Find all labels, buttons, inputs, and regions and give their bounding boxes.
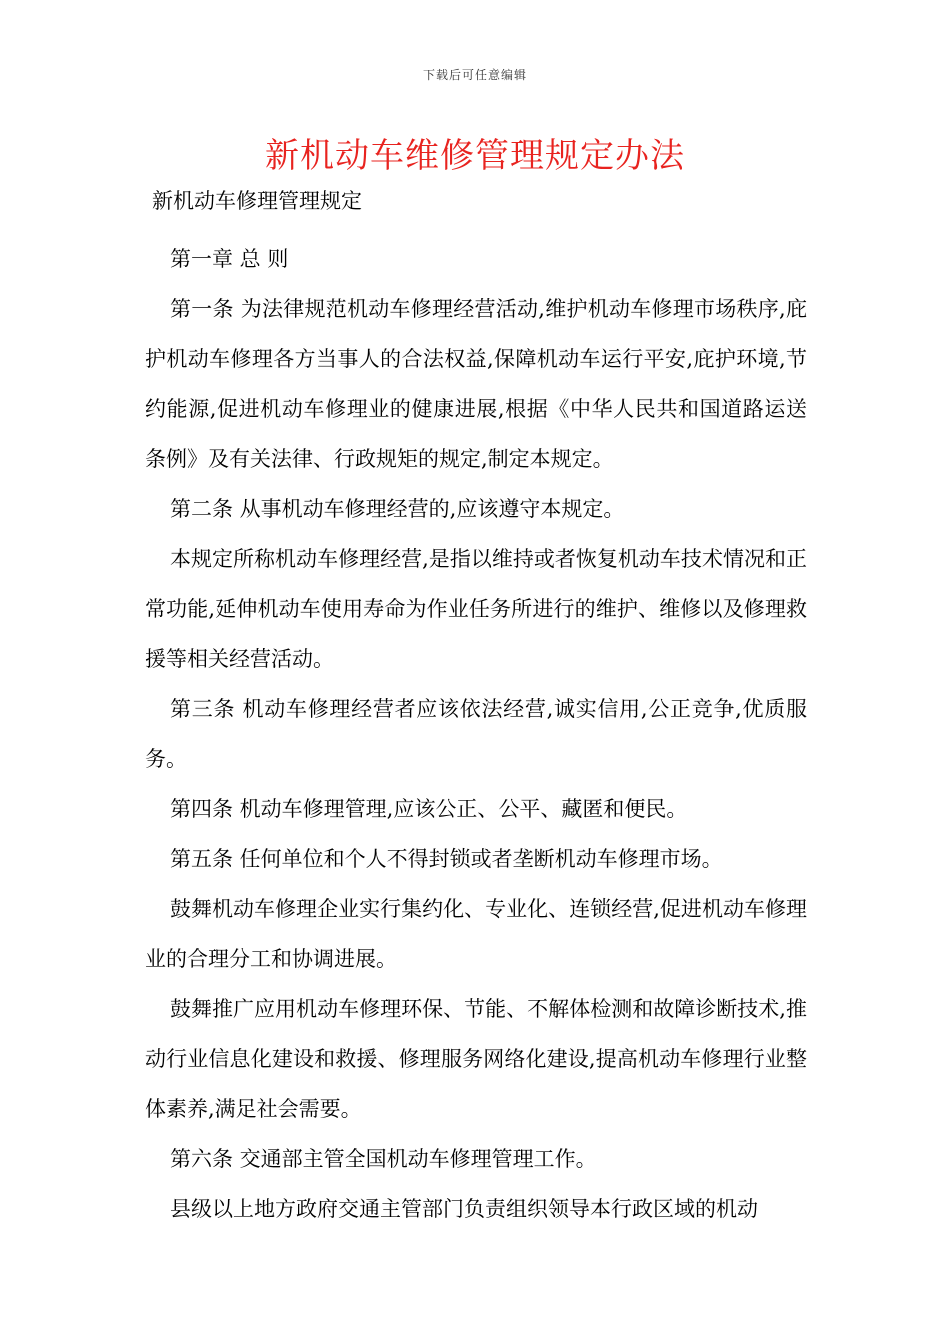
article-paragraph: 鼓舞机动车修理企业实行集约化、专业化、连锁经营,促进机动车修理业的合理分工和协调进展。 bbox=[145, 897, 807, 971]
document-body bbox=[145, 234, 807, 1234]
header-note: 下载后可任意编辑 bbox=[422, 68, 527, 82]
document-title: 新机动车维修管理规定办法 bbox=[265, 136, 685, 176]
article-paragraph: 第四条 机动车修理管理,应该公正、公平、藏匿和便民。 bbox=[170, 797, 688, 821]
chapter-heading: 第一章 总 则 bbox=[170, 247, 289, 271]
article-paragraph: 第六条 交通部主管全国机动车修理管理工作。 bbox=[170, 1147, 597, 1171]
article-paragraph: 第五条 任何单位和个人不得封锁或者垄断机动车修理市场。 bbox=[170, 847, 723, 871]
article-paragraph: 第一条 为法律规范机动车修理经营活动,维护机动车修理市场秩序,庇护机动车修理各方当事人的合法权益,保障机动车运行平安,庇护环境,节约能源,促进机动车修理业的健康进展,根据《中华人民共和国道路运送条例》及有关法律、行政规矩的规定,制定本规定。 bbox=[145, 297, 807, 471]
article-paragraph: 第二条 从事机动车修理经营的,应该遵守本规定。 bbox=[170, 497, 625, 521]
article-paragraph: 本规定所称机动车修理经营,是指以维持或者恢复机动车技术情况和正常功能,延伸机动车使用寿命为作业任务所进行的维护、维修以及修理救援等相关经营活动。 bbox=[145, 547, 807, 671]
article-paragraph: 第三条 机动车修理经营者应该依法经营,诚实信用,公正竞争,优质服务。 bbox=[145, 697, 807, 771]
document-subtitle: 新机动车修理管理规定 bbox=[152, 189, 362, 213]
article-paragraph: 县级以上地方政府交通主管部门负责组织领导本行政区域的机动 bbox=[170, 1197, 758, 1221]
article-paragraph: 鼓舞推广应用机动车修理环保、节能、不解体检测和故障诊断技术,推动行业信息化建设和救援、修理服务网络化建设,提高机动车修理行业整体素养,满足社会需要。 bbox=[145, 997, 807, 1121]
